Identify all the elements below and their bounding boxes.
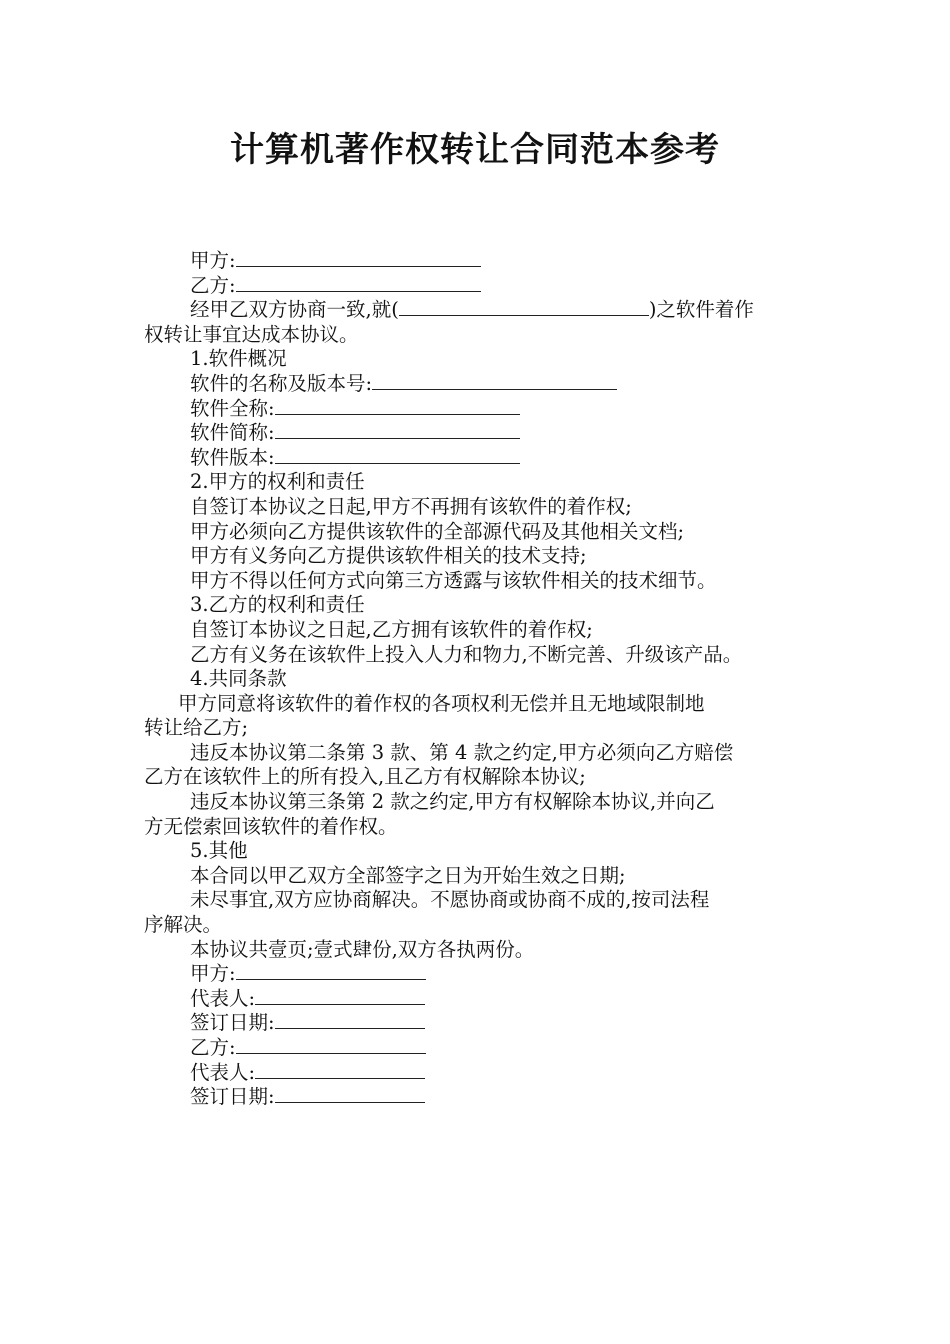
signature-party-b-line bbox=[144, 1036, 816, 1061]
section-3-item-1: 自签订本协议之日起,乙方拥有该软件的着作权; bbox=[190, 617, 593, 641]
section-4-item-1-line-1: 甲方同意将该软件的着作权的各项权利无偿并且无地域限制地 bbox=[178, 691, 705, 715]
section-4-item-3-line-2: 方无偿索回该软件的着作权。 bbox=[144, 814, 398, 838]
intro-text-b: )之软件着作 bbox=[648, 298, 754, 322]
signature-party-a-date-line bbox=[144, 1011, 816, 1036]
section-4-item-3-line-1: 违反本协议第三条第 2 款之约定,甲方有权解除本协议,并向乙 bbox=[190, 790, 715, 814]
section-2-item-1: 自签订本协议之日起,甲方不再拥有该软件的着作权; bbox=[190, 494, 632, 518]
section-5-item-1: 本合同以甲乙双方全部签字之日为开始生效之日期; bbox=[190, 863, 626, 887]
software-version-blank[interactable] bbox=[275, 446, 520, 464]
software-name-version-line bbox=[144, 372, 816, 397]
signature-party-a-date-blank[interactable] bbox=[275, 1011, 425, 1029]
signature-party-b-label: 乙方: bbox=[190, 1036, 236, 1059]
signature-party-b-rep-label: 代表人: bbox=[190, 1060, 256, 1084]
signature-party-b-blank[interactable] bbox=[236, 1036, 426, 1054]
section-1-heading: 1.软件概况 bbox=[190, 347, 287, 371]
section-2-item-3: 甲方有义务向乙方提供该软件相关的技术支持; bbox=[190, 544, 587, 568]
software-full-name-line bbox=[144, 397, 816, 422]
intro-line-1 bbox=[144, 298, 816, 323]
signature-party-a-line bbox=[144, 962, 816, 987]
software-name-blank[interactable] bbox=[399, 298, 649, 316]
signature-party-a-label: 甲方: bbox=[190, 962, 236, 986]
section-4-item-2-line-2: 乙方在该软件上的所有投入,且乙方有权解除本协议; bbox=[144, 765, 586, 789]
section-5-item-3: 本协议共壹页;壹式肆份,双方各执两份。 bbox=[190, 937, 535, 961]
software-short-name-blank[interactable] bbox=[275, 421, 520, 439]
section-2-item-2: 甲方必须向乙方提供该软件的全部源代码及其他相关文档; bbox=[190, 519, 685, 543]
software-version-label: 软件版本: bbox=[190, 445, 275, 469]
party-a-label: 甲方: bbox=[190, 249, 236, 272]
section-4-heading: 4.共同条款 bbox=[190, 667, 287, 691]
section-3-item-2: 乙方有义务在该软件上投入人力和物力,不断完善、升级该产品。 bbox=[190, 642, 743, 666]
section-5-item-2-line-1: 未尽事宜,双方应协商解决。不愿协商或协商不成的,按司法程 bbox=[190, 888, 710, 912]
signature-party-a-rep-label: 代表人: bbox=[190, 986, 256, 1010]
section-5-heading: 5.其他 bbox=[190, 839, 248, 863]
software-name-version-label: 软件的名称及版本号: bbox=[190, 371, 373, 395]
section-4-item-1-line-2: 转让给乙方; bbox=[144, 716, 249, 740]
software-short-name-label: 软件简称: bbox=[190, 421, 275, 445]
party-b-line bbox=[144, 274, 816, 299]
document-title: 计算机著作权转让合同范本参考 bbox=[230, 130, 720, 170]
signature-party-a-date-label: 签订日期: bbox=[190, 1011, 275, 1035]
signature-party-a-rep-line bbox=[144, 987, 816, 1012]
signature-party-b-rep-line bbox=[144, 1061, 816, 1086]
section-3-heading: 3.乙方的权利和责任 bbox=[190, 593, 365, 617]
section-2-heading: 2.甲方的权利和责任 bbox=[190, 470, 365, 494]
signature-party-a-rep-blank[interactable] bbox=[255, 987, 425, 1005]
party-a-line bbox=[144, 249, 816, 274]
section-4-item-2-line-1: 违反本协议第二条第 3 款、第 4 款之约定,甲方必须向乙方赔偿 bbox=[190, 740, 734, 764]
party-b-blank[interactable] bbox=[236, 274, 481, 292]
party-b-label: 乙方: bbox=[190, 273, 236, 297]
software-full-name-label: 软件全称: bbox=[190, 396, 275, 420]
signature-party-b-date-label: 签订日期: bbox=[190, 1085, 275, 1109]
signature-party-b-date-blank[interactable] bbox=[275, 1085, 425, 1103]
signature-party-a-blank[interactable] bbox=[236, 962, 426, 980]
software-version-line bbox=[144, 446, 816, 471]
intro-text-a: 经甲乙双方协商一致,就( bbox=[190, 298, 399, 322]
software-full-name-blank[interactable] bbox=[275, 397, 520, 415]
document-body bbox=[144, 249, 816, 1110]
section-5-item-2-line-2: 序解决。 bbox=[144, 913, 223, 937]
section-2-item-4: 甲方不得以任何方式向第三方透露与该软件相关的技术细节。 bbox=[190, 568, 717, 592]
signature-party-b-rep-blank[interactable] bbox=[255, 1061, 425, 1079]
signature-party-b-date-line bbox=[144, 1085, 816, 1110]
intro-line-2: 权转让事宜达成本协议。 bbox=[144, 322, 359, 346]
software-name-version-blank[interactable] bbox=[372, 372, 617, 390]
party-a-blank[interactable] bbox=[236, 249, 481, 267]
software-short-name-line bbox=[144, 421, 816, 446]
